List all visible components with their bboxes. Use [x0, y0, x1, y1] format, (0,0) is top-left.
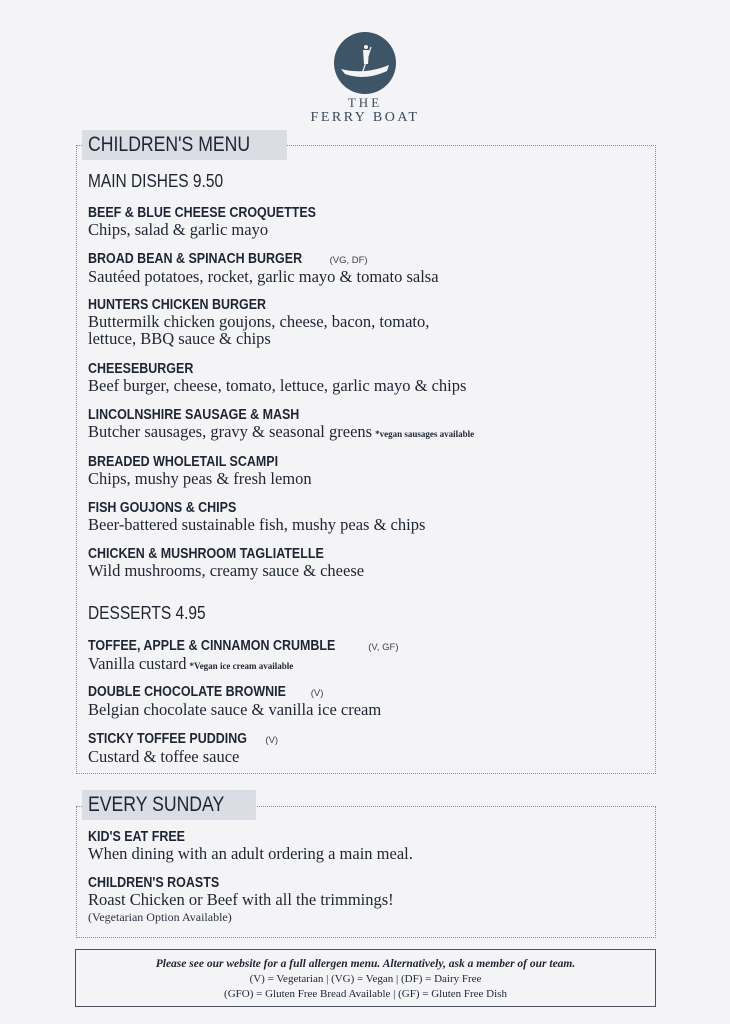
item-desc: Chips, mushy peas & fresh lemon [88, 469, 312, 488]
item-desc: Custard & toffee sauce [88, 747, 240, 766]
menu-item [88, 684, 648, 719]
allergen-key-line-1: (V) = Vegetarian | (VG) = Vegan | (DF) = Dairy Free [249, 973, 482, 985]
item-desc-line-1: Buttermilk chicken goujons, cheese, bacon, tomato, [88, 312, 430, 331]
dietary-tag: (V) [262, 735, 279, 746]
item-name: CHICKEN & MUSHROOM TAGLIATELLE [88, 546, 324, 562]
item-name: BREADED WHOLETAIL SCAMPI [88, 454, 279, 470]
item-desc: Beer-battered sustainable fish, mushy peas & chips [88, 515, 426, 534]
menu-item [88, 546, 648, 580]
brand-name: FERRY BOAT [310, 110, 420, 125]
menu-item [88, 731, 648, 766]
item-name: BROAD BEAN & SPINACH BURGER [88, 251, 303, 267]
item-name: KID'S EAT FREE [88, 829, 185, 845]
every-sunday-title: EVERY SUNDAY [82, 790, 256, 820]
item-desc: When dining with an adult ordering a main meal. [88, 844, 413, 863]
item-name: CHEESEBURGER [88, 361, 194, 377]
item-desc: Sautéed potatoes, rocket, garlic mayo & tomato salsa [88, 267, 439, 286]
item-desc: Roast Chicken or Beef with all the trimmings! [88, 890, 394, 909]
dietary-tag: (V, GF) [365, 642, 399, 653]
menu-item [88, 500, 648, 534]
item-desc: Butcher sausages, gravy & seasonal greens [88, 422, 373, 441]
allergen-info: Please see our website for a full allergen menu. Alternatively, ask a member of our team. [155, 958, 576, 970]
menu-item [88, 638, 648, 675]
item-desc: Chips, salad & garlic mayo [88, 220, 269, 239]
ferry-boat-logo-icon [333, 31, 397, 95]
menu-item [88, 454, 648, 488]
item-name: FISH GOUJONS & CHIPS [88, 500, 237, 516]
item-extra-note: (Vegetarian Option Available) [88, 909, 232, 924]
item-note: *Vegan ice cream available [189, 661, 294, 671]
desserts-heading: DESSERTS 4.95 [88, 603, 206, 623]
main-dishes-heading: MAIN DISHES 9.50 [88, 171, 224, 191]
sunday-item [88, 875, 648, 924]
item-name: TOFFEE, APPLE & CINNAMON CRUMBLE [88, 638, 336, 654]
allergen-footer [75, 949, 656, 1007]
menu-item [88, 251, 648, 286]
childrens-menu-title: CHILDREN'S MENU [82, 130, 287, 160]
item-desc: Wild mushrooms, creamy sauce & cheese [88, 561, 365, 580]
menu-item [88, 297, 648, 347]
item-name: LINCOLNSHIRE SAUSAGE & MASH [88, 407, 300, 423]
menu-item [88, 205, 648, 239]
item-desc: Belgian chocolate sauce & vanilla ice cream [88, 700, 382, 719]
item-desc-line-2: lettuce, BBQ sauce & chips [88, 328, 271, 348]
item-name: DOUBLE CHOCOLATE BROWNIE [88, 684, 286, 700]
item-name: HUNTERS CHICKEN BURGER [88, 297, 267, 313]
sunday-item [88, 829, 648, 863]
menu-item [88, 407, 648, 443]
item-name: CHILDREN'S ROASTS [88, 875, 220, 891]
brand-the: THE [347, 95, 383, 110]
item-desc: Vanilla custard [88, 654, 187, 673]
dietary-tag: (V) [308, 688, 324, 699]
dietary-tag: (VG, DF) [326, 255, 368, 266]
menu-item [88, 361, 648, 395]
item-name: BEEF & BLUE CHEESE CROQUETTES [88, 205, 316, 221]
item-note: *vegan sausages available [375, 429, 475, 439]
item-name: STICKY TOFFEE PUDDING [88, 731, 247, 747]
item-desc: Beef burger, cheese, tomato, lettuce, garlic mayo & chips [88, 376, 467, 395]
allergen-key-line-2: (GFO) = Gluten Free Bread Available | (GF) = Gluten Free Dish [224, 988, 507, 1000]
